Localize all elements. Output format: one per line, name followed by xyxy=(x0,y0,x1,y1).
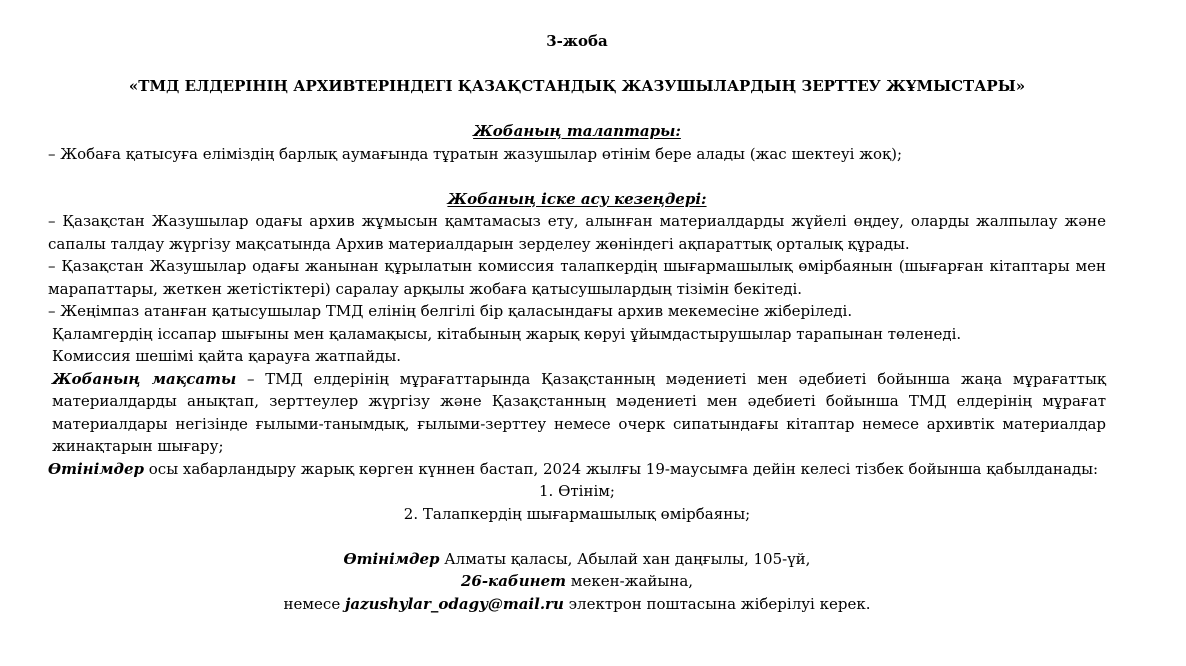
stage-item-1: – Қазақстан Жазушылар одағы архив жұмысын қамтамасыз ету, алынған материалдарды жүйелі өңдеу, оларды жалпылау және сапалы талдау жүргізу мақсатында Архив материалдарын зерделеу жөніндегі ақпараттық орталық құрады. xyxy=(48,212,1106,253)
applications-label: Өтінімдер xyxy=(48,459,144,478)
application-list-item-2: 2. Талапкердің шығармашылық өмірбаяны; xyxy=(403,504,751,523)
submission-label: Өтінімдер xyxy=(343,549,440,568)
project-number: 3-жоба xyxy=(546,32,608,50)
spacer xyxy=(48,165,1106,188)
email-address: jazushylar_odagy@mail.ru xyxy=(344,594,564,613)
goal-label: Жобаның мақсаты xyxy=(52,369,237,388)
stage-item-2: – Қазақстан Жазушылар одағы жанынан құрылатын комиссия талапкердің шығармашылық өмірбаянын (шығарған кітаптары мен марапаттары, жеткен жетістіктері) саралау арқылы жобаға қатысушылардың тізімін бекітеді. xyxy=(48,257,1106,298)
goal-paragraph xyxy=(48,368,1106,458)
goal-text: – ТМД елдерінің мұрағаттарында Қазақстанның мәдениеті мен әдебиеті бойынша жаңа мұрағаттық материалдарды анықтап, зерттеулер жүргізу және Қазақстанның мәдениеті мен әдебиеті бойынша ТМД елдерінің мұрағат материалдары негізінде ғылыми-танымдық, ғылыми-зерттеу немесе очерк сипатындағы кітаптар немесе архивтік материалдар жинақтарын шығару; xyxy=(52,369,1106,455)
stage-item-3: – Жеңімпаз атанған қатысушылар ТМД елінің белгілі бір қаласындағы архив мекемесіне жіберіледі. xyxy=(48,302,853,320)
stages-heading xyxy=(48,188,1106,211)
stage-item-5: Комиссия шешімі қайта қарауға жатпайды. xyxy=(52,347,402,365)
stages-heading-text: Жобаның іске асу кезеңдері: xyxy=(447,189,707,208)
email-suffix: электрон поштасына жіберілуі керек. xyxy=(563,594,871,613)
requirements-heading xyxy=(48,120,1106,143)
submission-office xyxy=(48,570,1106,593)
project-title: «ТМД ЕЛДЕРІНІҢ АРХИВТЕРІНДЕГІ ҚАЗАҚСТАНДЫҚ ЖАЗУШЫЛАРДЫҢ ЗЕРТТЕУ ЖҰМЫСТАРЫ» xyxy=(128,77,1026,95)
applications-paragraph xyxy=(48,458,1106,481)
office-label: 26-кабинет xyxy=(460,572,567,590)
stage-item-4: Қаламгердің іссапар шығыны мен қаламақысы, кітабының жарық көруі ұйымдастырушылар тарапынан төленеді. xyxy=(52,324,962,343)
application-list-item-1: 1. Өтінім; xyxy=(539,482,615,500)
applications-text: осы хабарландыру жарық көрген күннен бастап, 2024 жылғы 19-маусымға дейін келесі тізбек бойынша қабылданады: xyxy=(144,459,1099,478)
requirement-item-1: – Жобаға қатысуға еліміздің барлық аумағында тұратын жазушылар өтінім бере алады (жас шектеуі жоқ); xyxy=(48,144,903,163)
document xyxy=(48,30,1106,615)
spacer xyxy=(48,525,1106,548)
submission-address-text: Алматы қаласы, Абылай хан даңғылы, 105-үй, xyxy=(439,549,811,568)
office-text: мекен-жайына, xyxy=(566,572,694,590)
or-text: немесе xyxy=(283,594,345,613)
submission-address xyxy=(48,548,1106,571)
submission-email xyxy=(48,593,1106,616)
requirements-heading-text: Жобаның талаптары: xyxy=(473,122,681,140)
